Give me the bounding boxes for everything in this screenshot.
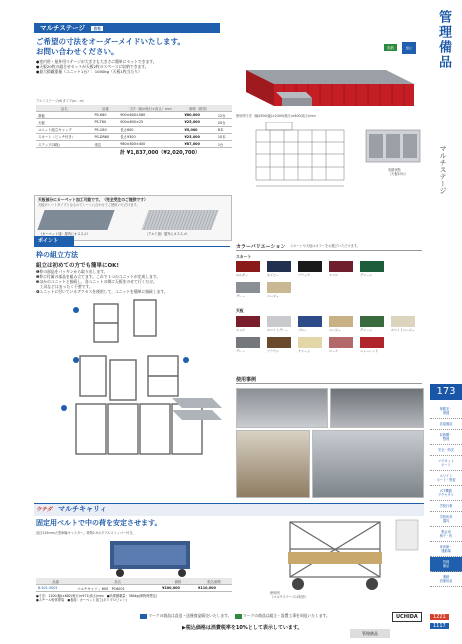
cart-desc: 直径125mm大型車輪キャスター。荷物2.0ホダブルストッパー付き。 (36, 531, 136, 535)
cell: ¥87,000 (182, 140, 215, 147)
footer-badge: 管理備品 (350, 629, 390, 638)
subcategory-title: マルチステージ (439, 145, 447, 194)
cart-title: マルチキャリィ (58, 505, 107, 513)
cell: ¥80,000 (182, 112, 215, 119)
storage-photo (364, 124, 422, 166)
cell: PS-C60 (93, 126, 119, 133)
carpet-top-image (37, 210, 114, 230)
usage-photo-4 (312, 430, 424, 498)
side-tab[interactable]: ホワイト ボード・黒板 (430, 471, 462, 486)
color-swatch (267, 316, 291, 327)
side-tab[interactable]: 学校体育 器具 (430, 512, 462, 527)
skirt-label: スカート (236, 254, 252, 259)
usage-photo-3 (236, 430, 310, 498)
color-swatch (267, 282, 291, 293)
section-badge: 自社 (93, 26, 102, 31)
color-swatch (360, 261, 384, 272)
color-swatch (391, 316, 415, 327)
side-tab[interactable]: 応接備品 (430, 419, 462, 430)
color-swatch-label: ブラウン (267, 349, 280, 353)
table-row (36, 126, 232, 133)
cell: ¥5,000 (182, 126, 215, 133)
cell: PS-DR60 (93, 133, 119, 140)
cell: 20台 (216, 119, 232, 126)
color-swatch-label: ベージュ (267, 294, 279, 298)
feature-item: ●室内用・屋外用ステージが大きさも大きさに簡単にセットできます。 (36, 59, 157, 64)
stage-photo (236, 40, 424, 112)
cell: PS-K60 (93, 112, 119, 119)
point-underline (34, 246, 230, 247)
top-option-desc: 天板がシートタイプとなるのでシーンに合わせてご使用いただけます。 (38, 203, 140, 207)
color-swatch (298, 316, 322, 327)
cell: 受注 (93, 140, 119, 147)
cart-table (36, 578, 232, 592)
col-header: 品名 (75, 578, 160, 585)
point-label: ポイント (34, 236, 74, 246)
col-header (216, 105, 232, 112)
table-row (36, 112, 232, 119)
footer-text-2: マークの商品は組立・設置工事を同送いたします。 (242, 613, 330, 618)
cell: 10本 (216, 133, 232, 140)
color-swatch-label: ホワイトグレー (267, 328, 288, 332)
section-title: マルチステージ (40, 24, 85, 32)
color-swatch (329, 261, 353, 272)
cell: ¥110,000 (196, 585, 232, 592)
diagram-note: 使用例寸法（幅4500(幅)×2400(奥行)×600(高さ)mm (236, 114, 316, 118)
side-tab[interactable]: 安全・防災 (430, 445, 462, 456)
usage-photo-1 (236, 388, 328, 428)
side-tabs (430, 404, 462, 587)
lead-line-1: ご希望の寸法をオーダーメイドいたします。 (36, 37, 185, 46)
cell: ¥25,000 (182, 119, 215, 126)
color-swatch-label: ニューレッド (360, 349, 378, 353)
cell: 8-501-5001 (36, 585, 75, 592)
color-swatch (329, 316, 353, 327)
cell: 900×600×25 (118, 119, 182, 126)
cart-drawing (250, 512, 425, 600)
col-header: 寸法（幅×奥行×高さ）mm (118, 105, 182, 112)
color-swatch-label: ブルー (298, 328, 307, 332)
step-item: 工具などはまったく不要です。 (36, 284, 93, 289)
feature-item: ●最大積載重量（ユニット1台）：1000kg（天板1枚当たり） (36, 69, 142, 74)
col-header: 価格 (160, 578, 196, 585)
point-title: 枠の組立方法 (36, 251, 78, 259)
top-option-box (34, 195, 232, 241)
footer-text-1: マークの商品は直送・送後商品販売いたします。 (148, 613, 232, 618)
color-swatch (298, 337, 322, 348)
footer-line-1 (140, 613, 330, 619)
color-swatch-label: ローズ (329, 349, 338, 353)
point-steps (36, 269, 232, 294)
footer-line-3: ▶税込価格は消費税率を10%として表示しています。 (182, 625, 303, 631)
lead-line-2: お問い合わせください。 (36, 47, 119, 56)
color-swatch (236, 282, 260, 293)
feature-list (36, 59, 236, 74)
color-swatch-label: グレー (236, 349, 246, 353)
cell: ステップ(3段) (36, 140, 93, 147)
cell: 天板 (36, 119, 93, 126)
side-tab[interactable]: 集会用 椅子・机 (430, 527, 462, 542)
color-swatch (360, 316, 384, 327)
usage-photo-2 (330, 388, 424, 428)
cell: 980×800×400 (118, 140, 182, 147)
cell: ¥25,000 (182, 133, 215, 140)
cell: 900×600×580 (118, 112, 182, 119)
side-tab[interactable]: 運動 設備用品 (430, 572, 462, 587)
carpet-label: （カーペット加）屋内にオススメ! (39, 232, 89, 236)
page-number: 173 (430, 384, 462, 400)
side-tab[interactable]: ICT機器 アクセサリ (430, 486, 462, 501)
spec-caption: アルミステージ(6(タイプ)ｍ・m） (36, 99, 86, 103)
color-swatch-label: ネイビー (267, 273, 279, 277)
spec-total: 計 ¥1,837,000（¥2,020,700） (120, 150, 201, 156)
color-swatch (329, 337, 353, 348)
col-header: 品名 (36, 105, 93, 112)
cell: マルチキャリィ 600 PC6001 (75, 585, 160, 592)
color-swatch (267, 261, 291, 272)
footer-code-2: 1117 (430, 623, 449, 629)
spec-table (36, 105, 232, 148)
cart-note: ●スチール粉体塗装 ●表面：カーペット加工(ポリプロピレン) (36, 598, 127, 603)
table-row (36, 140, 232, 147)
tool-icon: 組立 (402, 42, 416, 54)
color-swatch-label: ベージュ (329, 328, 341, 332)
point-subtitle: 組立は初めての方でも簡単にOK! (36, 263, 119, 269)
aluminum-label: （アルミ加）屋外にオススメ! (145, 232, 188, 236)
col-header: 品番 (93, 105, 119, 112)
side-tab[interactable]: 学校行事 (430, 501, 462, 512)
step-item: ❸ほかのユニットと接続し、各ユニットの間に天板をのせて行くだけ。 (36, 279, 157, 284)
color-swatch-label: ホワイトベージュ (391, 328, 415, 332)
cart-note: ●寸法：1100(幅)×682(奥行)×971(高さ)mm ●所要積載量：380kg(荷物時想定) (36, 594, 158, 598)
color-swatch-label: エンジ (329, 273, 338, 277)
color-swatch (236, 337, 260, 348)
cart-notes (36, 594, 256, 602)
feature-item: ●天板20枚の組合せセットが天板2枚のスペースに収納できます。 (36, 64, 149, 69)
step-item: ❷枠に付属の部品を組み立てます。これで１つのユニットが完成します。 (36, 274, 161, 279)
cell: 8本 (216, 126, 232, 133)
table-row (36, 119, 232, 126)
color-swatch-label: クリーム (298, 349, 311, 353)
section-header (34, 23, 220, 33)
color-swatch-label: ブラック (298, 273, 310, 277)
color-note: スカートや天板はカラーをお選びいただけます。 (290, 244, 360, 248)
step-item: ❶枠の部品をパッキンから取り出します。 (36, 269, 108, 274)
cart-photo-caption: 使用例 （マルチステージは別売） (270, 591, 308, 600)
color-underline (236, 250, 422, 251)
cart-brand: ウチダ (36, 507, 53, 513)
color-swatch (236, 316, 260, 327)
color-swatch (360, 337, 384, 348)
col-header: 税込価格 (196, 578, 232, 585)
footer-code-1: 1221 (430, 614, 449, 620)
storage-badge: 収納 (384, 44, 397, 51)
cart-lead: 固定用ベルトで中の荷を安定させます。 (36, 519, 162, 527)
aluminum-top-image (141, 210, 218, 230)
table-header-row (36, 578, 232, 585)
color-swatch (236, 261, 260, 272)
side-tab[interactable]: 収納棚・ 整理 (430, 430, 462, 445)
color-swatch (298, 261, 322, 272)
top-label: 天板 (236, 308, 244, 313)
table-row (36, 585, 232, 592)
side-tab[interactable]: 保健室・ 保健 (430, 404, 462, 419)
cell: ユニット組立キャップ (36, 126, 93, 133)
cell: 長さ9300 (118, 133, 182, 140)
step-item: ❹ユニットに付いているアクセスを使用して、ユニットを簡単に接続します。 (36, 289, 168, 294)
color-swatch (267, 337, 291, 348)
storage-note: 収納状態 （天板20台） (388, 168, 408, 177)
table-header-row (36, 105, 232, 112)
color-title: カラーバリエーション (236, 244, 286, 250)
top-option-title: 天板部分にカーペット加工可能です。（完全受注のご提供です） (38, 197, 148, 202)
usage-title: 使用事例 (236, 377, 257, 383)
truck-icon (140, 614, 147, 619)
tool-mark-icon (235, 614, 242, 619)
color-swatch-label: エンジ (236, 328, 245, 332)
cell: PS-T60 (93, 119, 119, 126)
assembly-illustration (36, 298, 228, 468)
category-title: 管理備品 (436, 10, 451, 70)
side-tab[interactable]: 体育館・ 運動場 (430, 542, 462, 557)
color-swatch-label: グレー (236, 294, 246, 298)
footer-brand: UCHIDA (392, 612, 422, 622)
cell: 基板 (36, 112, 93, 119)
cart-photo (90, 537, 240, 579)
color-swatch-label: グリーン (360, 273, 372, 277)
table-row (36, 133, 232, 140)
col-header: 価格（税別） (182, 105, 215, 112)
side-tab[interactable]: 管理 備品 (430, 557, 462, 572)
color-swatch-label: ホルダー (236, 273, 248, 277)
color-swatch-label: グリーン (360, 328, 372, 332)
side-tab[interactable]: マグネット ボード (430, 456, 462, 471)
cell: 長さ600 (118, 126, 182, 133)
col-header: 品番 (36, 578, 75, 585)
usage-underline (236, 383, 422, 384)
cell: 12台 (216, 112, 232, 119)
cell: 1台 (216, 140, 232, 147)
cell: ¥100,000 (160, 585, 196, 592)
cell: スカート（ピッチ付き） (36, 133, 93, 140)
layout-diagram (236, 122, 356, 194)
